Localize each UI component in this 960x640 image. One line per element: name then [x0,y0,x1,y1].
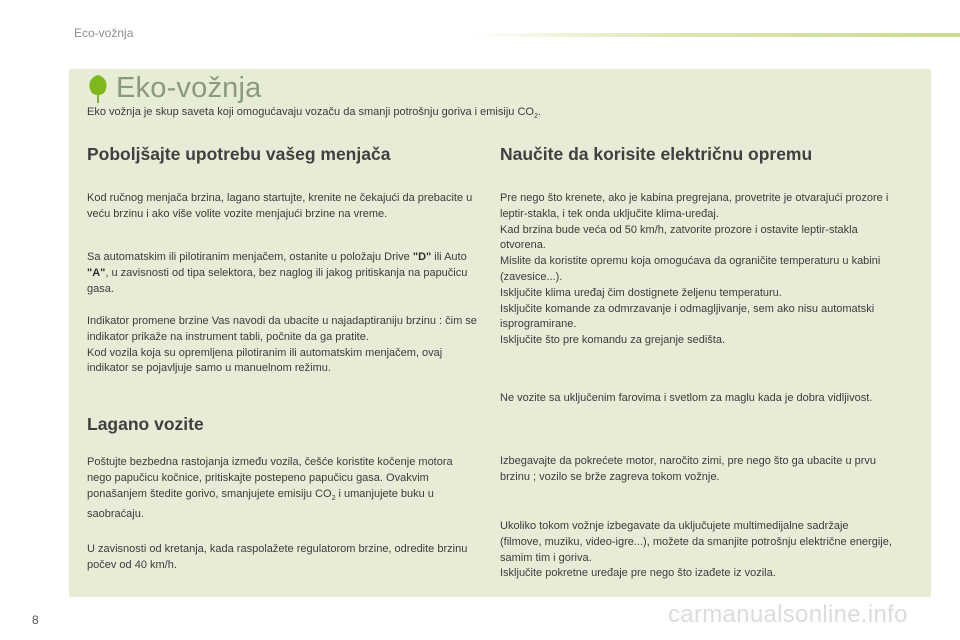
page-number: 8 [32,613,39,627]
right-column [500,142,892,166]
intro-text: Eko vožnja je skup saveta koji omogućavaju vozaču da smanji potrošnju goriva i emisiju $CO_2$. [87,106,541,121]
paragraph-automatic-gearbox: Sa automatskim ili pilotiranim menjačem, ostanite u položaju Drive "D" ili Auto "A", u zavisnosti od tipa selektora, bez naglog ili jakog pritiskanja na papučicu gasa. [87,251,468,295]
watermark: carmanualsonline.info [668,601,908,628]
heading-drive-smoothly: Lagano vozite [87,414,204,434]
paragraph-multimedia: Ukoliko tokom vožnje izbegavate da uključujete multimedijalne sadržaje (filmove, muziku, video-igre...), možete da smanjite potrošnju električne energije, samim tim i goriva. Isključite pokretne uređaje pre nego što izađete iz vozila. [500,520,892,580]
paragraph-safe-distance: Poštujte bezbedna rastojanja između vozila, češće koristite kočenje motora nego papučicu kočnice, pritiskajte postepeno papučicu gasa. Ovakvim ponašanjem štedite gorivo, smanjujete emisiju $CO_2$ i umanjujete buku u saobraćaju. [87,456,453,520]
paragraph-headlights: Ne vozite sa uključenim farovima i svetlom za maglu kada je dobra vidljivost. [500,392,873,404]
heading-gearbox: Poboljšajte upotrebu vašeg menjača [87,144,391,164]
paragraph-gear-indicator: Indikator promene brzine Vas navodi da ubacite u najadaptiraniju brzinu : čim se indikator prikaže na instrument tabli, počnite da ga pratite. Kod vozila koja su opremljena pilotiranim ili automatskim menjačem, ovaj indikator se pojavljuje samo u manuelnom režimu. [87,315,477,375]
main-title-text: Eko-vožnja [116,72,262,104]
header-accent-line [470,33,960,37]
paragraph-engine-warmup: Izbegavajte da pokrećete motor, naročito zimi, pre nego što ga ubacite u prvu brzinu ; vozilo se brže zagreva tokom vožnje. [500,455,877,483]
left-column [87,142,479,166]
main-title [86,72,261,105]
paragraph-climate: Pre nego što krenete, ako je kabina pregrejana, provetrite je otvarajući prozore i leptir-stakla, i tek onda uključite klima-uređaj. Kad brzina bude veća od 50 km/h, zatvorite prozore i ostavite leptir-stakla otvorena. Mislite da koristite opremu koja omogućava da ograničite temperaturu u kabini (zavesice...). Isključite klima uređaj čim dostignete željenu temperaturu. Isključite komande za odmrzavanje i odmagljivanje, sem ako nisu automatski isprogramirane. Isključite što pre komandu za grejanje sedišta. [500,192,889,347]
heading-electrical-equipment: Naučite da korisite električnu opremu [500,144,813,164]
tree-leaf-icon [86,74,110,104]
header-title: Eco-vožnja [74,26,134,40]
paragraph-manual-gearbox: Kod ručnog menjača brzina, lagano startujte, krenite ne čekajući da prebacite u veću brzinu i ako više volite vozite menjajući brzine na vreme. [87,192,473,220]
paragraph-cruise-control: U zavisnosti od kretanja, kada raspolažete regulatorom brzine, odredite brzinu počev od 40 km/h. [87,543,468,571]
